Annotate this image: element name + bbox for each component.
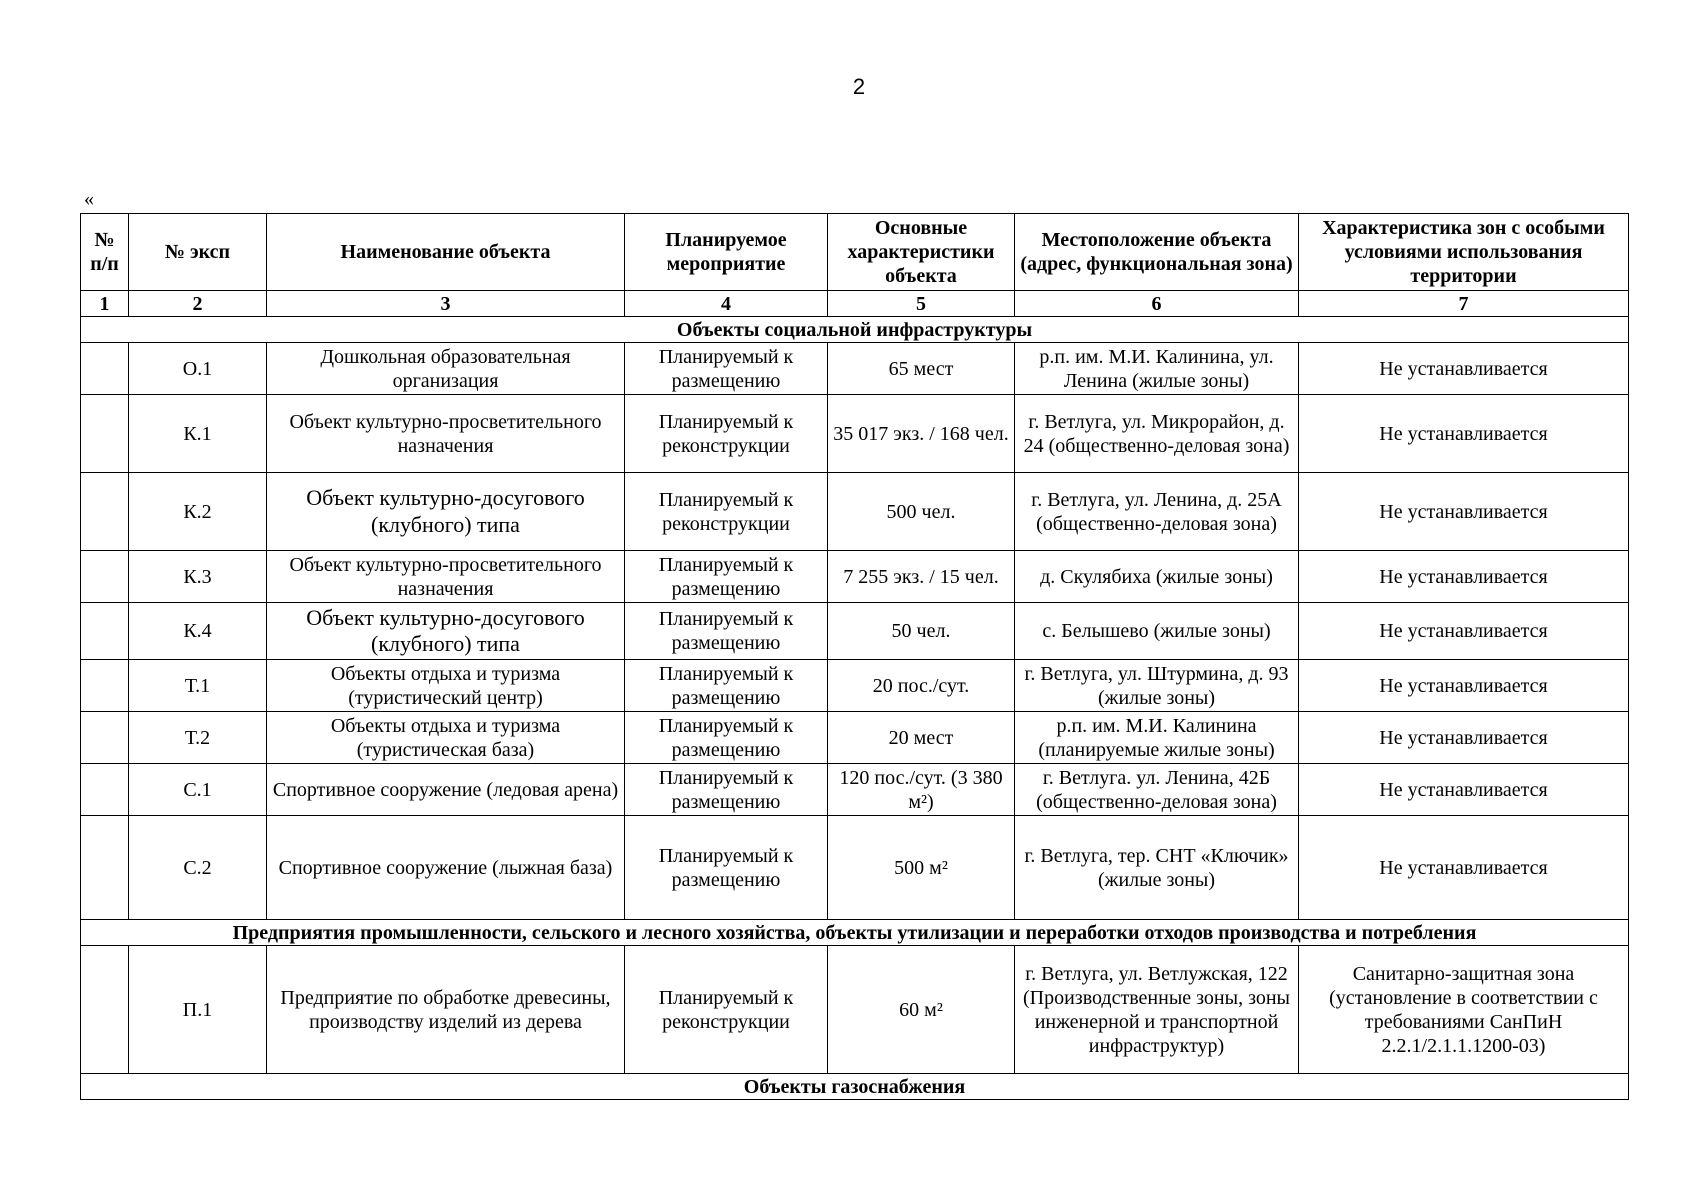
cell-action: Планируемый к размещению: [625, 343, 828, 395]
cell-characteristics: 7 255 экз. / 15 чел.: [828, 551, 1015, 603]
cell-action: Планируемый к реконструкции: [625, 473, 828, 551]
cell-name: Объекты отдыха и туризма (туристическая база): [267, 712, 625, 764]
table-row: [81, 764, 1629, 816]
cell-code: К.4: [129, 603, 267, 660]
cell-name: Объект культурно-досугового (клубного) типа: [267, 603, 625, 660]
section-title: Объекты социальной инфраструктуры: [81, 317, 1629, 343]
cell-code: К.2: [129, 473, 267, 551]
cell-code: К.1: [129, 395, 267, 473]
cell-num: [81, 660, 129, 712]
section-header-row: [81, 1074, 1629, 1100]
cell-location: г. Ветлуга, ул. Ленина, д. 25А (общественно-деловая зона): [1015, 473, 1299, 551]
cell-characteristics: 120 пос./сут. (3 380 м²): [828, 764, 1015, 816]
header-num: № п/п: [81, 214, 129, 291]
section-header-row: [81, 317, 1629, 343]
cell-code: С.2: [129, 816, 267, 920]
column-number: 7: [1299, 291, 1629, 317]
cell-code: Т.1: [129, 660, 267, 712]
cell-location: р.п. им. М.И. Калинина (планируемые жилые зоны): [1015, 712, 1299, 764]
header-row: [81, 214, 1629, 291]
table-row: [81, 946, 1629, 1074]
cell-action: Планируемый к реконструкции: [625, 946, 828, 1074]
objects-table: [80, 213, 1629, 1100]
cell-location: д. Скулябиха (жилые зоны): [1015, 551, 1299, 603]
section-title: Объекты газоснабжения: [81, 1074, 1629, 1100]
cell-action: Планируемый к размещению: [625, 712, 828, 764]
table-row: [81, 395, 1629, 473]
cell-location: г. Ветлуга. ул. Ленина, 42Б (общественно-деловая зона): [1015, 764, 1299, 816]
header-characteristics: Основные характеристики объекта: [828, 214, 1015, 291]
table-row: [81, 551, 1629, 603]
cell-num: [81, 551, 129, 603]
column-number: 3: [267, 291, 625, 317]
section-header-row: [81, 920, 1629, 946]
cell-location: г. Ветлуга, тер. СНТ «Ключик» (жилые зоны): [1015, 816, 1299, 920]
cell-num: [81, 764, 129, 816]
cell-num: [81, 395, 129, 473]
table-row: [81, 712, 1629, 764]
cell-zone: Не устанавливается: [1299, 764, 1629, 816]
column-number: 6: [1015, 291, 1299, 317]
header-action: Планируемое мероприятие: [625, 214, 828, 291]
opening-quote: «: [84, 188, 94, 210]
cell-characteristics: 500 м²: [828, 816, 1015, 920]
cell-code: О.1: [129, 343, 267, 395]
table-row: [81, 473, 1629, 551]
cell-location: с. Белышево (жилые зоны): [1015, 603, 1299, 660]
table-row: [81, 816, 1629, 920]
cell-location: г. Ветлуга, ул. Штурмина, д. 93 (жилые зоны): [1015, 660, 1299, 712]
header-zone: Характеристика зон с особыми условиями использования территории: [1299, 214, 1629, 291]
column-number: 4: [625, 291, 828, 317]
cell-action: Планируемый к размещению: [625, 603, 828, 660]
table-row: [81, 343, 1629, 395]
cell-zone: Не устанавливается: [1299, 343, 1629, 395]
header-code: № эксп: [129, 214, 267, 291]
column-number: 5: [828, 291, 1015, 317]
cell-characteristics: 35 017 экз. / 168 чел.: [828, 395, 1015, 473]
cell-characteristics: 65 мест: [828, 343, 1015, 395]
cell-num: [81, 473, 129, 551]
page-number: 2: [852, 74, 866, 99]
cell-zone: Не устанавливается: [1299, 816, 1629, 920]
column-number-row: [81, 291, 1629, 317]
cell-name: Объект культурно-просветительного назначения: [267, 551, 625, 603]
header-location: Местоположение объекта (адрес, функциональная зона): [1015, 214, 1299, 291]
cell-zone: Не устанавливается: [1299, 712, 1629, 764]
cell-action: Планируемый к размещению: [625, 764, 828, 816]
cell-zone: Не устанавливается: [1299, 473, 1629, 551]
cell-zone: Не устанавливается: [1299, 603, 1629, 660]
cell-zone: Санитарно-защитная зона (установление в соответствии с требованиями СанПиН 2.2.1/2.1.1.1200-03): [1299, 946, 1629, 1074]
cell-location: р.п. им. М.И. Калинина, ул. Ленина (жилые зоны): [1015, 343, 1299, 395]
cell-name: Объект культурно-досугового (клубного) типа: [267, 473, 625, 551]
cell-characteristics: 500 чел.: [828, 473, 1015, 551]
cell-num: [81, 603, 129, 660]
cell-characteristics: 20 мест: [828, 712, 1015, 764]
cell-num: [81, 343, 129, 395]
cell-action: Планируемый к реконструкции: [625, 395, 828, 473]
cell-code: П.1: [129, 946, 267, 1074]
cell-zone: Не устанавливается: [1299, 551, 1629, 603]
cell-num: [81, 712, 129, 764]
cell-name: Спортивное сооружение (ледовая арена): [267, 764, 625, 816]
column-number: 2: [129, 291, 267, 317]
cell-action: Планируемый к размещению: [625, 660, 828, 712]
cell-name: Спортивное сооружение (лыжная база): [267, 816, 625, 920]
cell-characteristics: 20 пос./сут.: [828, 660, 1015, 712]
cell-characteristics: 50 чел.: [828, 603, 1015, 660]
header-name: Наименование объекта: [267, 214, 625, 291]
table-row: [81, 603, 1629, 660]
table-row: [81, 660, 1629, 712]
cell-name: Дошкольная образовательная организация: [267, 343, 625, 395]
cell-action: Планируемый к размещению: [625, 816, 828, 920]
cell-name: Объекты отдыха и туризма (туристический центр): [267, 660, 625, 712]
cell-code: Т.2: [129, 712, 267, 764]
cell-action: Планируемый к размещению: [625, 551, 828, 603]
cell-num: [81, 946, 129, 1074]
column-number: 1: [81, 291, 129, 317]
cell-name: Предприятие по обработке древесины, производству изделий из дерева: [267, 946, 625, 1074]
cell-characteristics: 60 м²: [828, 946, 1015, 1074]
cell-code: К.3: [129, 551, 267, 603]
cell-code: С.1: [129, 764, 267, 816]
section-title: Предприятия промышленности, сельского и лесного хозяйства, объекты утилизации и переработки отходов производства и потребления: [81, 920, 1629, 946]
cell-name: Объект культурно-просветительного назначения: [267, 395, 625, 473]
cell-zone: Не устанавливается: [1299, 395, 1629, 473]
cell-num: [81, 816, 129, 920]
cell-location: г. Ветлуга, ул. Микрорайон, д. 24 (общественно-деловая зона): [1015, 395, 1299, 473]
cell-location: г. Ветлуга, ул. Ветлужская, 122 (Производственные зоны, зоны инженерной и транспортной инфраструктур): [1015, 946, 1299, 1074]
cell-zone: Не устанавливается: [1299, 660, 1629, 712]
